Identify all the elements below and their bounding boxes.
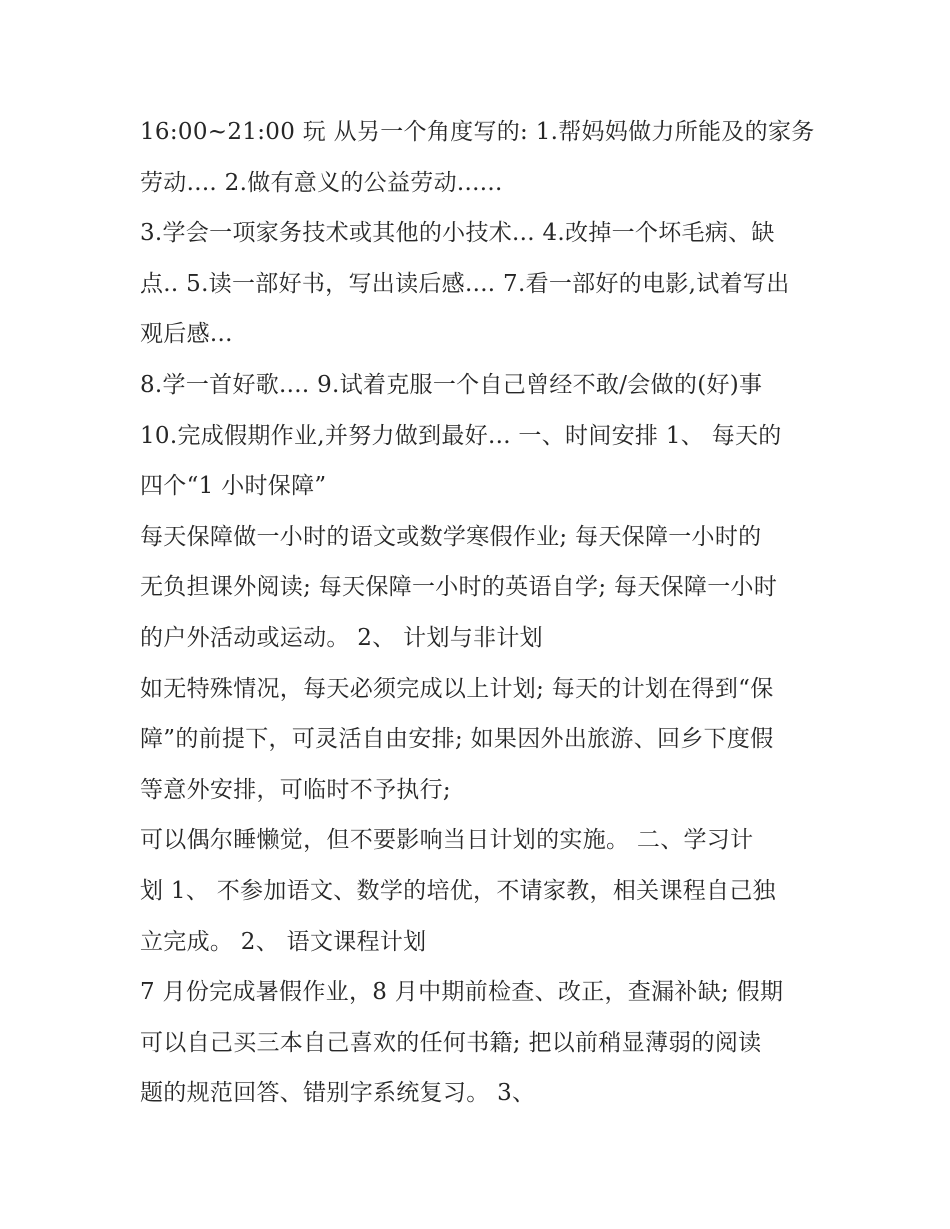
text-line: 7 月份完成暑假作业，8 月中期前检查、改正，查漏补缺; 假期 — [140, 979, 784, 1006]
text-line: 3.学会一项家务技术或其他的小技术... 4.改掉一个坏毛病、缺 — [140, 220, 775, 247]
text-line: 观后感... — [140, 321, 233, 348]
text-line: 每天保障做一小时的语文或数学寒假作业; 每天保障一小时的 — [140, 523, 762, 550]
text-line: 四个“1 小时保障” — [140, 473, 327, 500]
text-line: 如无特殊情况，每天必须完成以上计划; 每天的计划在得到“保 — [140, 675, 774, 702]
text-line: 的户外活动或运动。 2、 计划与非计划 — [140, 624, 543, 651]
text-line: 点.. 5.读一部好书，写出读后感.... 7.看一部好的电影,试着写出 — [140, 270, 790, 297]
text-line: 可以自己买三本自己喜欢的任何书籍; 把以前稍显薄弱的阅读 — [140, 1029, 762, 1056]
text-line: 等意外安排，可临时不予执行; — [140, 776, 451, 803]
text-line: 10.完成假期作业,并努力做到最好... 一、时间安排 1、 每天的 — [140, 422, 782, 449]
text-line: 立完成。 2、 语文课程计划 — [140, 928, 427, 955]
text-line: 障”的前提下，可灵活自由安排; 如果因外出旅游、回乡下度假 — [140, 726, 774, 753]
text-line: 16:00~21:00 玩 从另一个角度写的: 1.帮妈妈做力所能及的家务 — [140, 119, 815, 145]
text-line: 8.学一首好歌.... 9.试着克服一个自己曾经不敢/会做的(好)事 — [140, 371, 763, 398]
text-line: 劳动.... 2.做有意义的公益劳动...... — [140, 169, 503, 196]
text-line: 题的规范回答、错别字系统复习。 3、 — [140, 1080, 536, 1107]
text-line: 可以偶尔睡懒觉，但不要影响当日计划的实施。 二、学习计 — [140, 827, 754, 854]
text-line: 无负担课外阅读; 每天保障一小时的英语自学; 每天保障一小时 — [140, 574, 778, 601]
document-body — [140, 107, 820, 1119]
text-line: 划 1、 不参加语文、数学的培优，不请家教，相关课程自己独 — [140, 877, 776, 904]
